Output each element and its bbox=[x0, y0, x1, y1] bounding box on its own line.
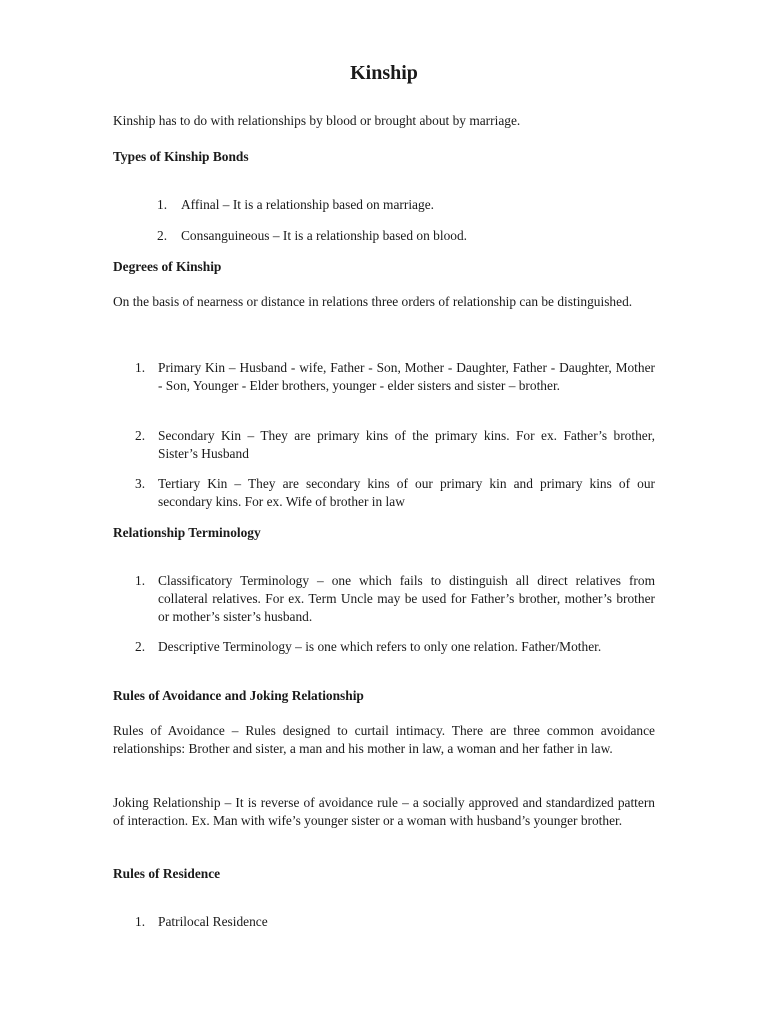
list-item bbox=[157, 196, 655, 214]
list-text: Tertiary Kin – They are secondary kins of our primary kin and primary kins of our secondary kins. For ex. Wife of brother in law bbox=[158, 476, 655, 509]
joking-paragraph: Joking Relationship – It is reverse of avoidance rule – a socially approved and standardized pattern of interaction. Ex. Man with wife’s younger sister or a woman with husband’s younger brother. bbox=[113, 795, 655, 828]
residence-heading: Rules of Residence bbox=[113, 866, 221, 881]
list-number: 1. bbox=[135, 360, 146, 375]
list-number: 1. bbox=[135, 573, 146, 588]
list-text: Primary Kin – Husband - wife, Father - Son, Mother - Daughter, Father - Daughter, Mother - Son, Younger - Elder brothers, younger - elder sisters and sister – brother. bbox=[158, 360, 655, 393]
list-number: 1. bbox=[157, 197, 168, 212]
list-text: Classificatory Terminology – one which fails to distinguish all direct relatives from collateral relatives. For ex. Term Uncle may be used for Father’s brother, mother’s brother or mother’s sister’s husband. bbox=[158, 573, 655, 624]
avoidance-paragraph: Rules of Avoidance – Rules designed to curtail intimacy. There are three common avoidance relationships: Brother and sister, a man and his mother in law, a woman and her father in law. bbox=[113, 723, 655, 756]
avoidance-heading: Rules of Avoidance and Joking Relationship bbox=[113, 688, 364, 703]
list-item bbox=[135, 638, 655, 656]
list-number: 1. bbox=[135, 914, 146, 929]
page-title: Kinship bbox=[350, 62, 418, 84]
list-item bbox=[135, 475, 655, 511]
list-number: 3. bbox=[135, 476, 146, 491]
list-text: Patrilocal Residence bbox=[158, 914, 268, 929]
list-number: 2. bbox=[135, 428, 146, 443]
list-item bbox=[135, 572, 655, 626]
degrees-heading: Degrees of Kinship bbox=[113, 259, 222, 274]
list-item bbox=[157, 227, 655, 245]
degrees-intro: On the basis of nearness or distance in relations three orders of relationship can be distinguished. bbox=[113, 294, 633, 309]
list-item bbox=[135, 427, 655, 463]
intro-paragraph: Kinship has to do with relationships by blood or brought about by marriage. bbox=[113, 113, 521, 128]
list-number: 2. bbox=[135, 639, 146, 654]
list-text: Secondary Kin – They are primary kins of the primary kins. For ex. Father’s brother, Sister’s Husband bbox=[158, 428, 655, 461]
list-text: Consanguineous – It is a relationship based on blood. bbox=[181, 228, 468, 243]
list-number: 2. bbox=[157, 228, 168, 243]
list-text: Affinal – It is a relationship based on marriage. bbox=[181, 197, 434, 212]
list-item bbox=[135, 913, 655, 931]
types-heading: Types of Kinship Bonds bbox=[113, 149, 249, 164]
list-text: Descriptive Terminology – is one which refers to only one relation. Father/Mother. bbox=[158, 639, 602, 654]
terminology-heading: Relationship Terminology bbox=[113, 525, 261, 540]
list-item bbox=[135, 359, 655, 395]
